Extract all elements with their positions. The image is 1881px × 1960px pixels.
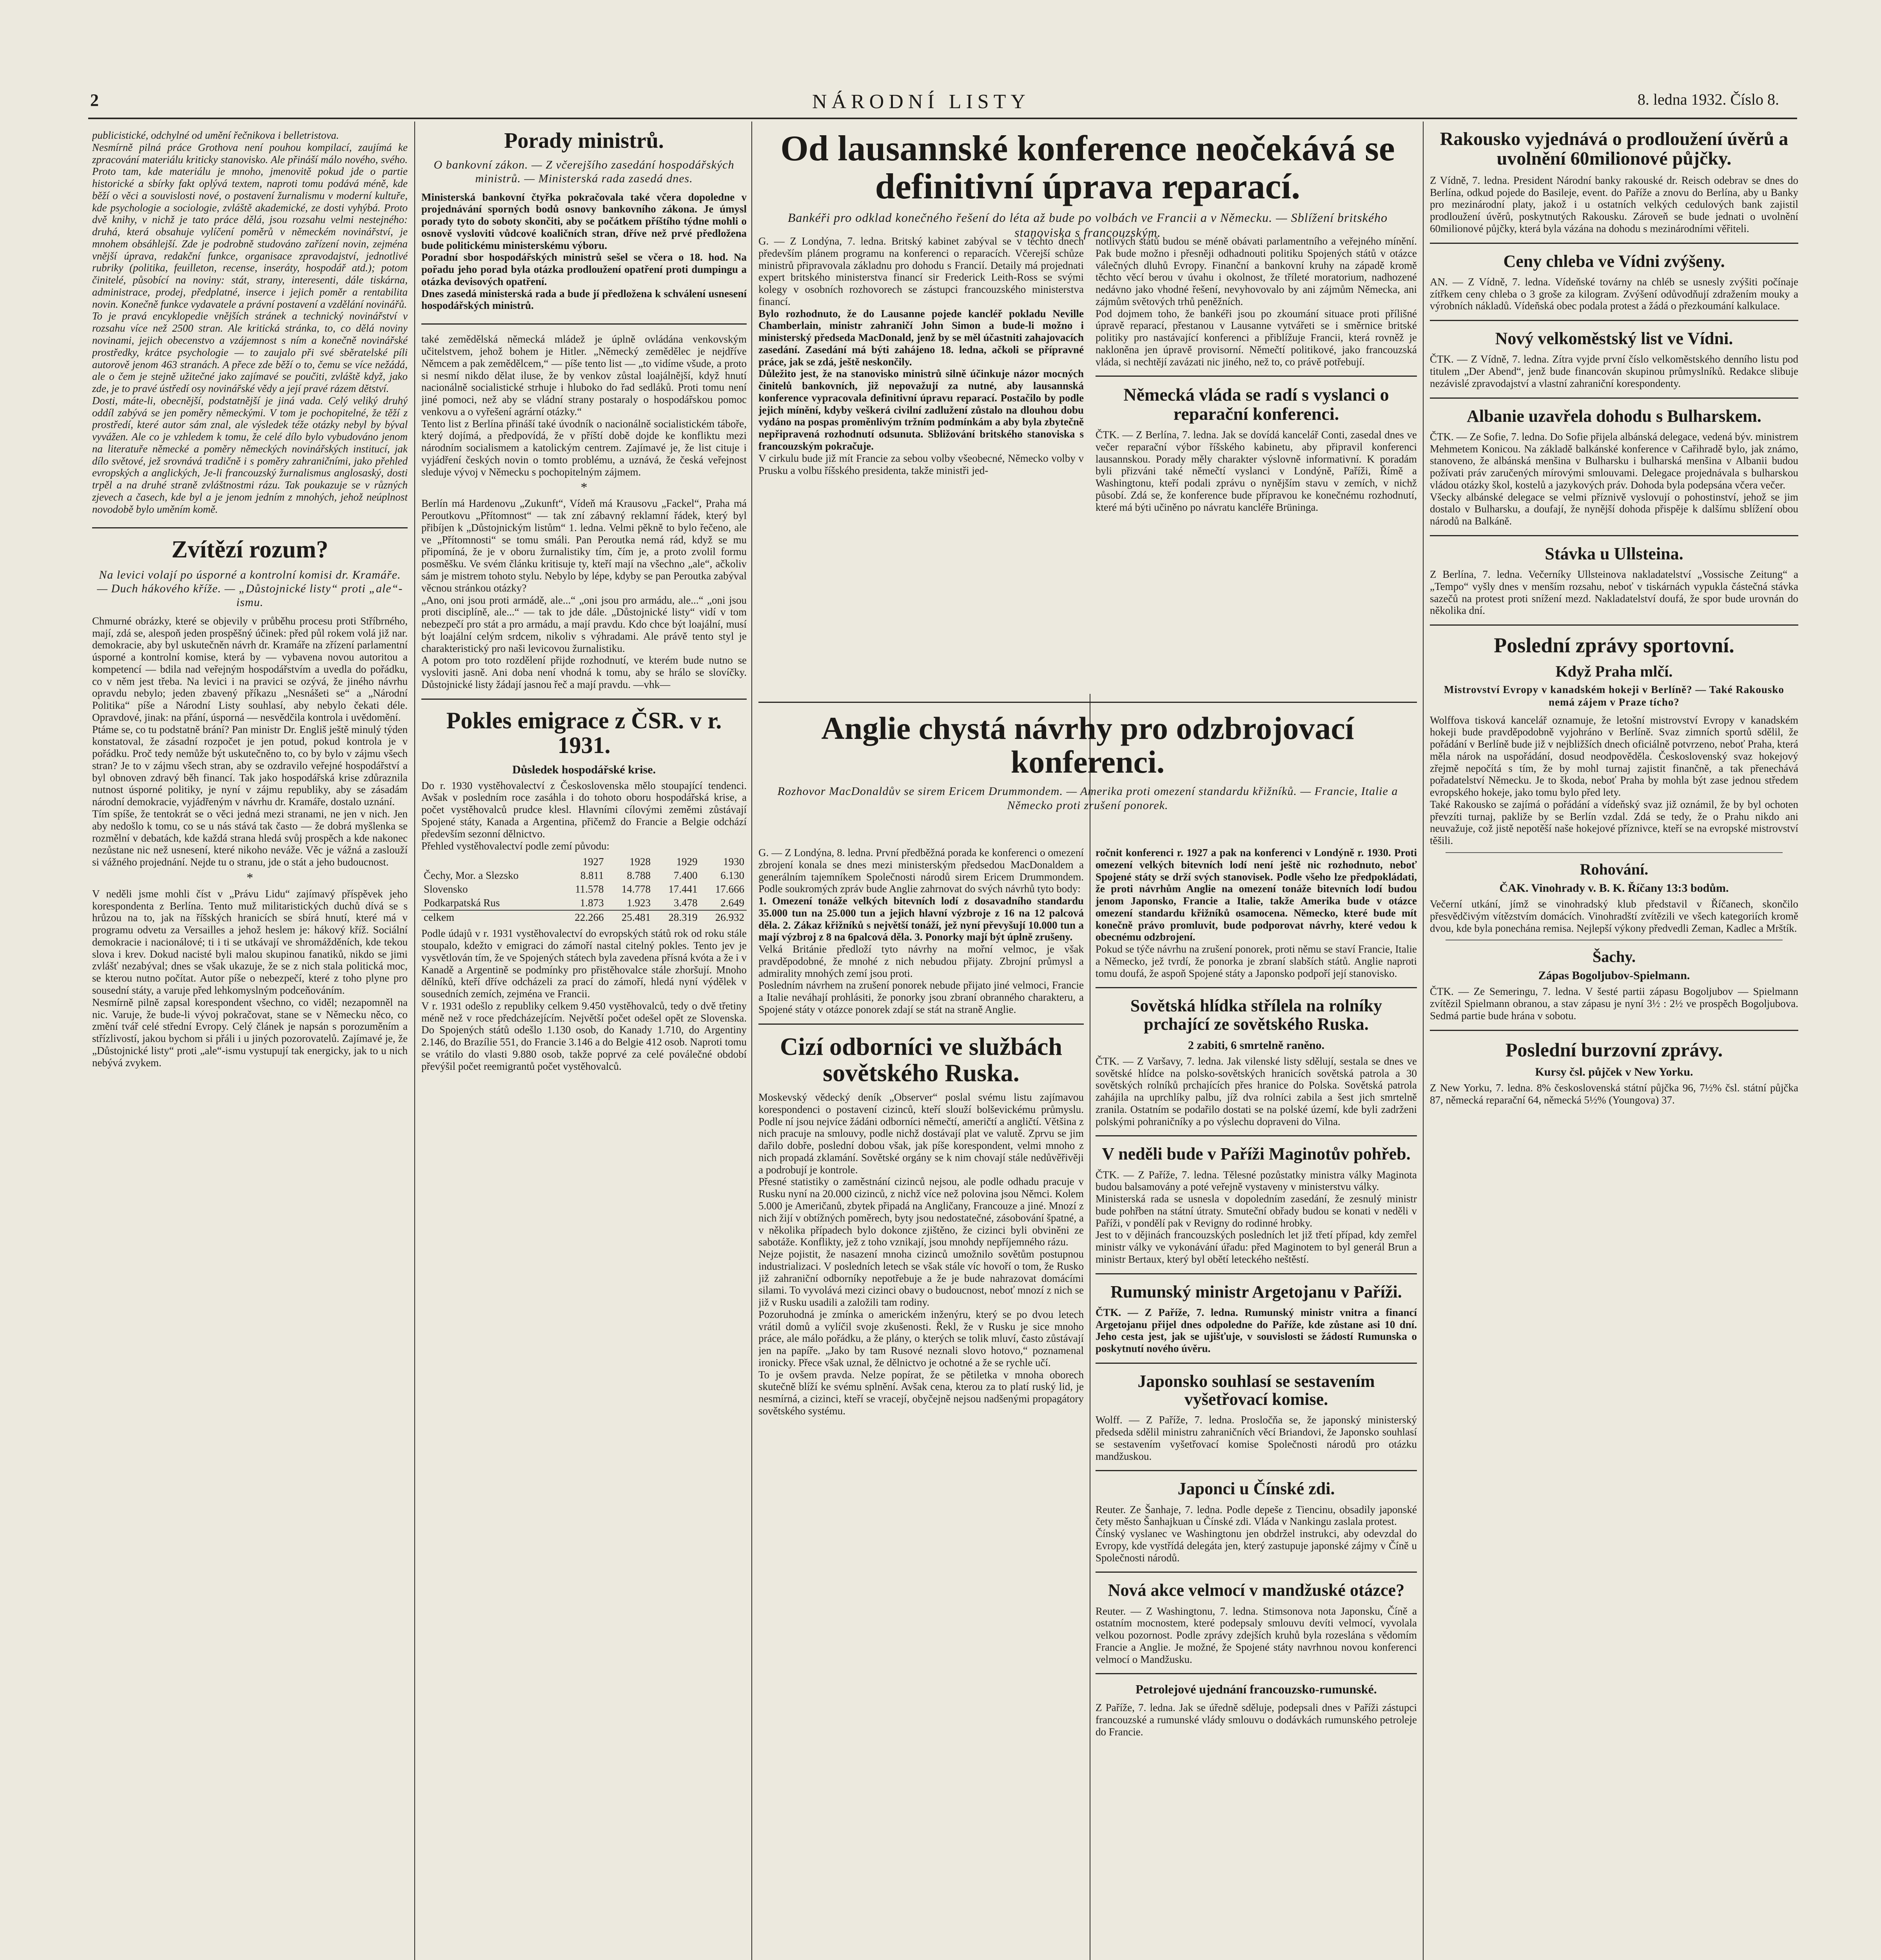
article-title: Japonsko souhlasí se sestavením vyšetřovací komise. (1137, 1371, 1375, 1409)
article-text: ČTK. — Z Berlína, 7. ledna. Jak se dovídá kancelář Conti, zasedal dnes ve večer reparační výbor říšského kabinetu, aby připravil konferenci lausannskou. Porady měly charakter výslovně informativní. K poradám byli přizváni také němečtí vyslanci v Londýně, Paříži, Římě a Washingtonu, kteří podali zprávu o nynějším stavu v zemích, v nichž působí. Zdá se, že konference bude přípravou ke konečnému rozhodnutí, které má býti učiněno po návratu kancléře Brüninga. (1096, 429, 1417, 513)
article-title: Nový velkoměstský list ve Vídni. (1495, 329, 1733, 348)
table-cell: Čechy, Mor. a Slezsko (424, 869, 519, 882)
article-text: Pokud se týče návrhu na zrušení ponorek, proti němu se staví Francie, Italie a Německo, jež tvrdí, že ponorka je zbraní slabších států. Anglie naproti tomu doufá, že aspoň Spojené státy a Japonsko podpoří její stanovisko. (1096, 943, 1417, 979)
article-text: Reuter. — Z Washingtonu, 7. ledna. Stimsonova nota Japonsku, Číně a ostatním mocnostem, které podepsaly smlouvu devíti velmocí, vyvolala velkou pozornost. Podle zprávy zdejších kruhů byla rozeslána s vědomím Francie a Anglie. Je možné, že Spojené státy navrhnou novou konferenci velmocí o Mandžusku. (1096, 1605, 1417, 1665)
article-text: Bylo rozhodnuto, že do Lausanne pojede kancléř pokladu Neville Chamberlain, ministr zahraničí John Simon a bude-li možno i ministerský předseda MacDonald, jenž by se měl účastniti zahajovacích zasedání. Zasedání má býti zahájeno 18. ledna, ačkoli se přípravné práce, jak se zdá, ještě neskončily. (758, 307, 1084, 368)
article-divider (1096, 987, 1417, 988)
article-lead: Rozhovor MacDonaldův se sirem Ericem Drummondem. — Amerika proti omezení standardu křižníků. — Francie, Italie a Německo proti zrušení ponorek. (777, 785, 1398, 812)
article-title: Stávka u Ullsteina. (1545, 544, 1683, 563)
table-row (421, 910, 747, 924)
article-text: Pozoruhodná je zmínka o americkém inženýru, který se po dvou letech vrátil domů a vylíčil svoje zkušenosti. Řekl, že v Rusku je sice mnoho práce, ale málo pořádku, a že plány, o kterých se tolik mluví, často zůstávají jen na papíře. „Jako by tam Rusové neznali slovo hotovo,“ poznamenal ironicky. Přece však uznal, že dělnictvo je ochotné a že se rychle učí. (758, 1308, 1084, 1368)
article-divider (1096, 1363, 1417, 1364)
table-row (421, 882, 747, 896)
article-text: V cirkulu bude již mít Francie za sebou volby všeobecné, Německo volby v Prusku a volbu říšského presidenta, takže ministři jed- (758, 452, 1084, 476)
table-header-cell (421, 855, 559, 869)
article-text: Wolff. — Z Paříže, 7. ledna. Prosločňa se, že japonský ministerský předseda sdělil ministru zahraničních věcí Briandovi, že Japonsko souhlasí se sestavením vyšetřovací komise Společnosti národů pro otázku mandžuskou. (1096, 1414, 1417, 1462)
table-cell: celkem (424, 911, 454, 924)
article-text: Jest to v dějinách francouzských posledních let již třetí případ, kdy zemřel ministr války ve vykonávání úřadu: před Maginotem to byl generál Brun a ministr Bertaux, který byl obětí leteckého neštěstí. (1096, 1229, 1417, 1265)
article-subtitle: 2 zabiti, 6 smrtelně raněno. (1188, 1038, 1325, 1052)
table-cell: 25.481 (621, 911, 651, 924)
article-title: Zvítězí rozum? (171, 536, 328, 563)
article-divider (1430, 320, 1798, 321)
article-zvitezi-rozum (92, 537, 408, 1069)
article-title: Japonci u Čínské zdi. (1177, 1479, 1335, 1499)
article-text: Přehled vystěhovalectví podle zemí původu: (421, 840, 609, 852)
table-cell: 7.400 (673, 869, 698, 882)
table-cell: 8.811 (580, 869, 604, 882)
article-text: To je pravá encyklopedie vnějších stránek a technický novinářství v rozsahu více než 2500 stran. Ale kritická stránka, to, co dělá noviny novinami, jejich obecenstvo a vzájemnost s ním a konečně novinářské prostředky, krátce psychologie — to zaujalo při své sběratelské píli autorově jenom 463 stranách. A přece zde běží o to, čemu se více nežádá, ale o čem je stejně užitečné jako zajímavé se poučiti, zvláště když, jako zde, je to pravé ústředí osy novinářské vědy a její pravé rázem dětství. (92, 310, 408, 395)
article-text: 1. Omezení tonáže velkých bitevních lodí z dosavadního standardu 35.000 tun na 25.000 tun a jejich hlavní výzbroje z 16 na 12 palcová děla. 2. Zákaz křižníků s největší tonáží, jež nyní převyšují 10.000 tun a mají výzbroj z 8 na 6palcová děla. 3. Ponorky mají být úplně zrušeny. (758, 895, 1084, 943)
article-divider (758, 702, 1417, 703)
issue-date: 8. ledna 1932. Číslo 8. (1637, 91, 1779, 108)
table-cell: Podkarpatská Rus (424, 897, 500, 909)
article-divider (1096, 1673, 1417, 1674)
section-asterisk: * (580, 480, 588, 495)
article-text: ČTK. — Ze Sofie, 7. ledna. Do Sofie přijela albánská delegace, vedená býv. ministrem Mehmetem Konicou. Na základě balkánské konference v Cařihradě bylo, jak známo, stanoveno, že albánská menšina v Bulharsku i bulharská menšina v Albanii budou požívati práv zaručených mírovými smlouvami. Delegace projednávala s bulharskou vládou otázky škol, kostelů a jazykových práv. Dohoda byla podepsána včera večer. (1430, 430, 1798, 491)
article-text: G. — Z Londýna, 8. ledna. První předběžná porada ke konferenci o omezení zbrojení konala se dnes mezi ministerským předsedou MacDonaldem a generálním tajemníkem Společnosti národů sirem Ericem Drummondem. Podle soukromých zpráv bude Anglie zahrnovat do svých návrhů tyto body: (758, 847, 1084, 895)
anglie-headline-block (758, 702, 1417, 858)
article-text: ČTK. — Z Vídně, 7. ledna. Zítra vyjde první číslo velkoměstského denního listu pod titulem „Der Abend“, jenž bude financován skupinou průmyslníků. Redakce slibuje nezávislé zpravodajství a vlastní zahraniční korespondenty. (1430, 353, 1798, 389)
table-row (421, 896, 747, 910)
article-text: ČTK. — Z Paříže, 7. ledna. Rumunský ministr vnitra a financí Argetojanu přijel dnes odpoledne do Paříže, kde zůstane asi 10 dní. Jeho cesta jest, jak se ujišťuje, v souvislosti se žádostí Rumunska o poskytnutí nového úvěru. (1096, 1306, 1417, 1355)
masthead: NÁRODNÍ LISTY (812, 91, 1030, 113)
column-1 (92, 129, 408, 1960)
table-header-row (421, 855, 747, 869)
article-text: Čínský vyslanec ve Washingtonu jen obdržel instrukci, aby odevzdal do Evropy, kde vystřídá delegáta jen, který zastupuje japonské zájmy v Číně u Společnosti národů. (1096, 1528, 1417, 1564)
article-porady-ministru (421, 129, 747, 312)
article-divider (1096, 1572, 1417, 1573)
article-lead: Na levici volají po úsporné a kontrolní komisi dr. Kramáře. — Duch hákového kříže. — „Důstojnické listy“ proti „ale“-ismu. (97, 568, 403, 609)
article-divider (1096, 1470, 1417, 1471)
section-title-sport: Poslední zprávy sportovní. (1494, 633, 1734, 657)
article-pokles-emigrace (421, 708, 747, 1073)
article-text: Dosti, máte-li, obecnější, podstatnější je jiná vada. Celý veliký druhý oddíl zabývá se jen poměry německými. V tom je pochopitelné, že těží z prostředí, které autor sám znal, ale výsledek téže otázky nebyl by býval vyvážen. Ale co je vzhledem k tomu, že celé dílo bylo vybudováno jenom na literatuře německé a poměry německých novinářských institucí, jak dílo světové, jež srovnává tradičně i s poměry zahraničními, jako přehled evropských a anglických, Je-li francouzský žurnalismus anglosaský, dosti trpěl a na druhé straně zvláštnostmi rázu. Tak poukazuje se v různých zjevech a časech, kde byl a je jenom jedním z mnohých, jehož neúplnost novodobě bylo uměním komě. (92, 394, 408, 515)
article-text: Večerní utkání, jímž se vinohradský klub představil v Říčanech, skončilo přesvědčivým vítězstvím domácích. Vinohradští zvítězili ve všech kategoriích kromě dvou, kde byla ponechána remisa. Nejlepší výkony předvedli Zeman, Kadlec a Mrštík. (1430, 898, 1798, 934)
page-number: 2 (90, 91, 99, 110)
article-text: Z New Yorku, 7. ledna. 8% československá státní půjčka 96, 7½% čsl. státní půjčka 87, německá reparační 64, německá 5½% (Youngova) 37. (1430, 1082, 1798, 1106)
article-text: Podle údajů v r. 1931 vystěhovalectví do evropských států rok od roku stále stoupalo, kdežto v emigraci do zámoří nastal citelný pokles. Tento jev je vysvětlován tím, že ve Spojených státech byla zavedena přísná kvóta a že i v Kanadě a Argentině se podmínky pro přistěhovalce stále zhoršují. Mnoho dělníků, kteří dříve odcházeli za prací do zámoří, hledá nyní výdělek v sousedních zemích, zejména ve Francii. (421, 927, 747, 1000)
table-cell: 17.666 (715, 883, 744, 895)
table-cell: 17.441 (668, 883, 698, 895)
table-cell: 14.778 (621, 883, 651, 895)
article-text: Pod dojmem toho, že bankéři jsou po zkoumání situace proti přílišné úpravě reparací, přestanou v Lausanne vytvářeti se i směrnice britské politiky pro nastávající konferenci a přiblížuje Francii, která rovněž je nakloněna jen úpravě provisorní. Němečtí politikové, jako francouzská vláda, si nechtějí zavázati nic jiného, než to, co právě potřebují. (1096, 307, 1417, 368)
article-divider (1446, 852, 1783, 853)
column-divider (751, 122, 752, 1960)
article-divider (92, 527, 408, 528)
article-divider (421, 323, 747, 325)
article-divider (1096, 1135, 1417, 1136)
article-groth-review (92, 129, 408, 515)
table-cell: 8.788 (627, 869, 651, 882)
article-subtitle: Zápas Bogoljubov-Spielmann. (1538, 969, 1690, 982)
article-subtitle: Důsledek hospodářské krise. (512, 763, 656, 776)
table-header-cell: 1930 (723, 856, 744, 868)
article-text: Ministerská bankovní čtyřka pokračovala také včera dopoledne v projednávání sporných bodů osnovy bankovního zákona. Je úmysl porady tyto do soboty skončiti, aby se počátkem příštího týdne mohli o osnově vysloviti vůdcové koaličních stran, dříve než prvé předložena bude politickému ministerskému výboru. (421, 191, 747, 251)
article-title: Šachy. (1592, 948, 1636, 966)
article-text: Dnes zasedá ministerská rada a bude jí předložena k schválení usnesení hospodářských ministrů. (421, 287, 747, 312)
article-subtitle: ČAK. Vinohrady v. B. K. Říčany 13:3 bodům. (1499, 881, 1729, 895)
article-text: také zemědělská německá mládež je úplně ovládána venkovským učitelstvem, jehož bohem je Hitler. „Německý zemědělec je nejdříve Němcem a pak zemědělcem,“ — píše tento list — „to vidíme všude, a proto si nesmí nikdo dělat iluse, že by venkov zůstal loajálnější, když hnutí nacionálně socialistické strhuje i hluboko do řad sedláků. Proti tomu není jiné pomoci, než aby se vládní strany postaraly o hospodářskou pomoc venkovu a o vyřešení agrární otázky.“ (421, 333, 747, 417)
article-title: V neděli bude v Paříži Maginotův pohřeb. (1102, 1144, 1411, 1164)
table-cell: 2.649 (720, 897, 744, 909)
article-title: Poslední burzovní zprávy. (1505, 1038, 1723, 1061)
column-5 (1430, 129, 1798, 1960)
article-text: ČTK. — Ze Semeringu, 7. ledna. V šesté partii zápasu Bogoljubov — Spielmann zvítězil Spielmann obranou, a stav zápasu je nyní 3½ : 2½ ve prospěch Bogoljubova. Sedmá partie bude hrána v sobotu. (1430, 985, 1798, 1022)
article-text: Také Rakousko se zajímá o pořádání a vídeňský svaz již oznámil, že by byl ochoten převzíti turnaj, pakliže by se Berlín vzdal. Zdá se tedy, že o Prahu nikdo ani neuvažuje, což jistě nepotěší naše hokejové příznivce, kteří se na evropské mistrovství těšili. (1430, 798, 1798, 847)
article-text: Z Paříže, 7. ledna. Jak se úředně sděluje, podepsali dnes v Paříži zástupci francouzské a rumunské vlády smlouvu o dodávkách rumunského petroleje do Francie. (1096, 1702, 1417, 1738)
article-text: „Ano, oni jsou proti armádě, ale...“ „oni jsou pro armádu, ale...“ „oni jsou proti disciplíně, ale...“ — tak to jde dále. „Důstojnické listy“ vidí v tom nebezpečí pro stát a pro armádu, a mají pravdu. Kdo chce být loajální, musí být loajální celým srdcem, nikoliv s výhradami. Ale právě tento styl je charakteristický pro naši levicovou žurnalistiku. (421, 594, 747, 654)
article-text: Nesmírně pilná práce Grothova není pouhou kompilací, zaujímá ke zpracování materiálu kriticky stanovisko. Ale přináší málo nového, svého. Proto tam, kde materiálu je mnoho, jmenovitě pokud jde o partie historické a sbírky fakt oplývá textem, naproti tomu podává méně, kde běží o věci a souvislosti nové, o postavení žurnalismu v moderní kultuře, kde psychologie a sociologie, zvláště akademické, ze dosti vyhýbá. Proto dvě knihy, v nichž je tato práce dělá, jsou rozsahu velmi nestejného: druhá, která obsahuje vylíčení poměrů v německém novinářství, je mnohem obsáhlejší. Zde je podrobně studováno zařízení novin, zejména vnější úprava, redakční funkce, organisace zpravodajství, jednotlivé rubriky (politika, feuilleton, recense, inseráty, hospodář atd.); potom činitelé, působící na noviny: stát, strany, interesenti, dále tiskárna, administrace, prodej, předplatné, inserce i jejich poměr a rentabilita novin. Konečně funkce vydavatele a právní postavení a vzdělání novinářů. (92, 141, 408, 310)
article-title: Anglie chystá návrhy pro odzbrojovací konferenci. (821, 710, 1354, 780)
article-text: ČTK. — Z Varšavy, 7. ledna. Jak vilenské listy sdělují, sestala se dnes ve sovětské hlídce na polsko-sovětských hranicích sovětská patrola a 30 sovětských rolníků prchajících přes hranice do Polska. Sovětská patrola zahájila na uprchlíky palbu, jíž dva rolníci zabila a šest jich smrtelně zranila. Ostatním se podařilo dostati se na polské území, kde byli zadrženi polskými pohraničníky a po výslechu dopraveni do Vilna. (1096, 1055, 1417, 1127)
article-title: Albanie uzavřela dohodu s Bulharskem. (1467, 406, 1761, 426)
article-text: Nejze pojistit, že nasazení mnoha cizinců umožnilo sovětům postupnou industrializaci. V posledních letech se však stále víc hovoří o tom, že Rusko již zahraniční odborníky nepotřebuje a že je bude nahrazovat domácími silami. To vyvolává mezi cizinci obavy o budoucnost, neboť mnozí z nich se již v Rusku usadili a založili tam rodiny. (758, 1248, 1084, 1308)
column-4-top (1096, 235, 1417, 698)
article-text: ČTK. — Z Paříže, 7. ledna. Tělesné pozůstatky ministra války Maginota budou balsamovány a poté veřejně vystaveny v ministerstvu války. (1096, 1169, 1417, 1193)
article-text: A potom pro toto rozdělení přijde rozhodnutí, ve kterém bude nutno se vysloviti jasně. Ani doba není vhodná k tomu, aby se hrálo se slovíčky. Důstojnické listy žádají jasnou řeč a mají pravdu. —vhk— (421, 654, 747, 690)
table-header-cell: 1929 (676, 856, 698, 868)
table-cell: 1.873 (580, 897, 604, 909)
table-cell: Slovensko (424, 883, 468, 895)
article-text: AN. — Z Vídně, 7. ledna. Vídeňské továrny na chléb se usnesly zvýšiti počínaje zítřkem ceny chleba o 3 groše za kilogram. Zvýšení odůvodňují zdražením mouky a výrobních nákladů. Vídeňská obec podala protest a žádá o přezkoumání kalkulace. (1430, 276, 1798, 312)
article-text: Posledním návrhem na zrušení ponorek nebude přijato jiné velmoci, Francie a Italie neváhají prohlásiti, že ponorky jsou zbraní obranného charakteru, a Spojené státy v otázce ponorek zdají se stát na straně Anglie. (758, 979, 1084, 1015)
article-subtitle: Když Praha mlčí. (1555, 662, 1673, 680)
column-3-lower (758, 847, 1084, 1960)
article-text: V neděli jsme mohli číst v „Právu Lidu“ zajímavý příspěvek jeho korespondenta z Berlína. Tento muž militaristických duchů dívá se s hrůzou na to, jak na říšských hranicích se sbírá hnutí, které má v programu odvetu za Versailles a jehož heslem je: hákový kříž. Sociální demokracie i nacionálové; ti i ti se utkávají ve shromážděních, kde tekou slova i krev. Dokud nacisté byli malou skupinou fanatiků, nikdo se jimi zvlášť nezabýval; dnes se však ukazuje, že se z nich stala politická moc, se kterou nutno počítat. Autor píše o nebezpečí, které z toho plyne pro sousední státy, a varuje před lehkomyslným podceňováním. (92, 887, 408, 996)
article-divider (1096, 376, 1417, 377)
article-divider (1430, 624, 1798, 626)
table-row (421, 869, 747, 882)
article-text: Tento list z Berlína přináší také úvodník o nacionálně socialistickém táboře, který dojímá, a předpovídá, že v příští době dojde ke konfliktu mezi národním socialismem a katolickým centrem. Zajímavé je, že list cituje i vyjádření českých novin o tomto problému, a uznává, že česká veřejnost sleduje vývoj v Německu s pochopitelným zájmem. (421, 417, 747, 478)
article-divider (1430, 397, 1798, 399)
article-text: To je ovšem pravda. Nelze popírat, že se pětiletka v mnoha oborech skutečně blíží ke svému splnění. Avšak cena, kterou za to platí ruský lid, je nesmírná, a cizinci, kteří se vracejí, obyčejně nejsou nadšenými propagátory sovětského systému. (758, 1368, 1084, 1417)
article-text: Reuter. Ze Šanhaje, 7. ledna. Podle depeše z Tiencinu, obsadily japonské čety město Šanhajkuan u Čínské zdi. Vláda v Nankingu zaslala protest. (1096, 1503, 1417, 1528)
article-title: Pokles emigrace z ČSR. v r. 1931. (446, 707, 722, 758)
emigration-table (421, 855, 747, 924)
header-rule (88, 118, 1797, 119)
article-divider (1430, 1030, 1798, 1031)
article-text: Nesmírně pilně zapsal korespondent všechno, co viděl; nezapomněl na nic. Varuje, že bude-li vývoj pokračovat, stane se v Německu něco, co změní tvář celé střední Evropy. Celý článek je napsán s porozuměním a střízlivostí, jakou bychom si přáli i u jiných pozorovatelů. Zajímavé je, že „Důstojnické listy“ proti „ale“-ismu vystupují tak energicky, jak to u nich nebývá zvykem. (92, 996, 408, 1069)
article-text: Wolffova tisková kancelář oznamuje, že letošní mistrovství Evropy v kanadském hokeji bude pravděpodobně vyjohráno v Berlíně. Svaz zimních sportů sdělil, že pořádání v Berlíně bude již v nejbližších dnech oficiálně potvrzeno, neboť Praha, která měla nárok na uspořádání, dosud neodpověděla. Československý svaz hokejový zřejmě nepočítá s tím, že by mohl turnaj zajistit finančně, a tak přenechává pořadatelství Německu. Je to škoda, neboť Praha by mohla být zase jednou středem evropského hokeje, jako tomu bylo před lety. (1430, 714, 1798, 799)
table-cell: 6.130 (720, 869, 744, 882)
column-divider (1423, 122, 1424, 1960)
article-text: G. — Z Londýna, 7. ledna. Britský kabinet zabýval se v těchto dnech především plánem programu na konferenci o reparacích. Včerejší schůze ministrů připravovala základnu pro dohodu s Francií. Detaily má projednati expert britského ministerstva financí sir Frederick Leith-Ross se svými kolegy v osobních rozhovorech se zástupci francouzského ministerstva financí. (758, 235, 1084, 307)
article-divider (421, 699, 747, 700)
article-text: Tím spíše, že tentokrát se o věci jedná mezi stranami, ne jen v nich. Jen aby nedošlo k tomu, co se u nás stává tak často — že dobrá myšlenka se rozmělní v debatách, kde každá strana hledá svůj prospěch a kde nakonec nezůstane nic než usnesení, které nikoho neváže. Věc je vážná a zaslouží si vážného projednání. Nejde tu o stranu, jde o stát a jeho budoucnost. (92, 808, 408, 868)
table-cell: 3.478 (673, 897, 698, 909)
article-text: publicistické, odchylné od umění řečnikova i belletristova. (92, 129, 339, 141)
article-title: Německá vláda se radí s vyslanci o reparační konferenci. (1123, 385, 1389, 424)
article-title: Rumunský ministr Argetojanu v Paříži. (1110, 1282, 1402, 1301)
section-asterisk: * (247, 870, 253, 885)
table-cell: 11.578 (575, 883, 604, 895)
article-text: V r. 1931 odešlo z republiky celkem 9.450 vystěhovalců, tedy o dvě třetiny méně než v roce předcházejícím. Největší počet odešel opět ze Slovenska. Do Spojených států odešlo 1.130 osob, do Kanady 1.710, do Argentiny 2.146, do Brazílie 551, do Francie 3.146 a do Belgie 412 osob. Naproti tomu se vrátilo do vlasti 9.880 osob, takže poprvé za celé poválečné období převýšil počet reemigrantů počet vystěhovalců. (421, 1000, 747, 1072)
article-subtitle: Kursy čsl. půjček v New Yorku. (1535, 1065, 1693, 1079)
article-title: Cizí odborníci ve službách sovětského Ruska. (780, 1032, 1063, 1087)
article-text: Velká Británie předloží tyto návrhy na mořní velmoc, je však pravděpodobné, že mnohé z nich nebudou přijaty. Zbrojní průmysl a admirality mnohých zemí jsou proti. (758, 943, 1084, 979)
table-cell: 28.319 (668, 911, 698, 924)
article-cizi-odbornici (758, 1033, 1084, 1417)
article-divider (1096, 1273, 1417, 1274)
article-text: Do r. 1930 vystěhovalectví z Československa mělo stoupající tendenci. Avšak v posledním roce zasáhla i do tohoto oboru hospodářská krise, a počet vystěhovalců prudce klesl. Hlavními cílovými zeměmi zůstávají Spojené státy, Kanada a Argentina, přičemž do Francie a Belgie odchází především sezonní dělnictvo. (421, 779, 747, 840)
article-title: Rohování. (1580, 860, 1649, 878)
article-divider (1430, 243, 1798, 244)
article-text: Z Berlína, 7. ledna. Večerníky Ullsteinova nakladatelství „Vossische Zeitung“ a „Tempo“ vyšly dnes v menším rozsahu, neboť v tiskárnách vypukla částečná stávka sazečů na protest proti snížení mezd. Nakladatelství doufá, že spor bude urovnán do několika dní. (1430, 568, 1798, 617)
article-divider (758, 1024, 1084, 1025)
article-text: Ptáme se, co tu podstatně brání? Pan ministr Dr. Engliš ještě minulý týden konstatoval, že zásadní rozpočet je jen potud, pokud kontrola je v pořádku. Proč tedy nemůže být uskutečněno to, co by bylo v zájmu všech stran? Je to v zájmu všech stran, aby se ozdravilo veřejné hospodářství a byl obnoven zdravý běh financí. Tak jako hospodářská krise zdůraznila nutnost úsporné politiky, je nyní v zájmu republiky, aby se zásadám národní demokracie, vyjádřeným v návrhu dr. Kramáře, dostalo uznání. (92, 723, 408, 808)
article-lead: Mistrovství Evropy v kanadském hokeji v Berlíně? — Také Rakousko nemá zájem v Praze tícho? (1444, 683, 1784, 708)
article-text: notlivých států budou se méně obávati parlamentního a veřejného mínění. Pak bude možno i přesněji odhadnouti politiku Spojených států v otázce válečných dluhů Evropy. Finanční a bankovní kruhy na západě kromě těchto věcí berou v úvahu i okolnost, že tříleté moratorium, nadhozené nedávno jako vhodné řešení, nevyhovovalo by ani zájmům Německa, ani zájmům světových trhů peněžních. (1096, 235, 1417, 307)
article-title: Sovětská hlídka střílela na rolníky prchající ze sovětského Ruska. (1130, 996, 1382, 1034)
column-4-lower (1096, 847, 1417, 1960)
table-header-cell: 1928 (629, 856, 651, 868)
table-cell: 22.266 (575, 911, 604, 924)
article-text: Berlín má Hardenovu „Zukunft“, Vídeň má Krausovu „Fackel“, Praha má Peroutkovu „Přítomnost“ — tak zní zábavný reklamní řádek, který byl přibíjen k „Důstojnickým listům“ 1. ledna. Velmi pěkně to bylo řečeno, ale ve „Přítomnosti“ se tomu smáli. Pan Peroutka nemá rád, když se mu připomíná, že je v oboru žurnalistiky tím, čím je, a proto zvolil formu posměšku. Ve svém článku kritisuje ty, kteří mají na všechno „ale“, ačkoliv sám je mistrem tohoto stylu. Nebylo by lépe, kdyby se pan Peroutka zabýval věcnou stránkou otázky? (421, 497, 747, 594)
article-text: ročnit konferenci r. 1927 a pak na konferenci v Londýně r. 1930. Proti omezení velkých bitevních lodí není ještě nic rozhodnuto, neboť Spojené státy se drží svých stanovisek. Podle všeho lze předpokládati, že proti návrhům Anglie na omezení tonáže bitevních lodí budou jenom Japonsko, Francie a Italie, takže Amerika bude v otázce omezení standardu křižníků osamocena. Německo, které bude mít konečně právo promluvit, bude podporovat návrhy, které vedou k obecnému odzbrojení. (1096, 847, 1417, 943)
article-title: Ceny chleba ve Vídni zvýšeny. (1503, 251, 1725, 271)
article-title: Nová akce velmocí v mandžuské otázce? (1108, 1581, 1405, 1600)
table-cell: 26.932 (715, 911, 744, 924)
article-lead: Bankéři pro odklad konečného řešení do léta až bude po volbách ve Francii a v Německu. — Sblížení britského stanoviska s francouzským. (787, 211, 1388, 240)
column-2 (421, 129, 747, 1960)
table-cell: 1.923 (627, 897, 651, 909)
article-text: Poradní sbor hospodářských ministrů sešel se včera o 18. hod. Na pořadu jeho porad byla otázka prodloužení opatření proti dumpingu a otázka devisových opatření. (421, 251, 747, 287)
article-text: Moskevský vědecký deník „Observer“ poslal svému listu zajímavou korespondenci o postavení cizinců, kteří slouží bolševickému průmyslu. Podle ní jsou nejvíce žádáni odborníci němečtí, američtí a angličtí. Většina z nich pracuje na smlouvy, podle nichž dostávají plat ve valutě. Zprvu se jim dařilo dobře, poslední dobou však, jak píše korespondent, velmi mnoho z nich propadá zklamání. Sovětské orgány se k nim chovají stále nedůvěřivěji a podrobují je kontrole. (758, 1091, 1084, 1176)
article-title: Petrolejové ujednání francouzsko-rumunské. (1135, 1682, 1377, 1697)
article-title: Porady ministrů. (504, 129, 664, 153)
article-divider (1430, 535, 1798, 536)
table-header-cell: 1927 (582, 856, 604, 868)
article-lead: O bankovní zákon. — Z včerejšího zasedání hospodářských ministrů. — Ministerská rada zasedá dnes. (434, 158, 735, 185)
article-text: Ministerská rada se usnesla v dopoledním zasedání, že zesnulý ministr bude pohřben na státní útraty. Smuteční obřady budou se konati v neděli v Paříži, v pondělí pak v Revigny do rodinné hrobky. (1096, 1193, 1417, 1229)
article-lausanne (758, 235, 1084, 476)
article-title: Rakousko vyjednává o prodloužení úvěrů a uvolnění 60milionové půjčky. (1440, 129, 1788, 169)
article-text: Důležito jest, že na stanovisko ministrů silně účinkuje názor mocných činitelů bankovních, již nepovažují za nutné, aby lausannská konference vypracovala definitivní úpravu reparací. Postačilo by podle jejich mínění, kdyby veškerá civilní zadlužení zůstalo na dlouhou dobu vydáno na pospas proměnlivým tržním podmínkám a aby byla zbytečně nepřipravená rozhodnutí odsunuta. Sbližování britského stanoviska s francouzským pokračuje. (758, 368, 1084, 452)
column-divider (414, 122, 415, 1960)
article-text: Chmurné obrázky, které se objevily v průběhu procesu proti Stříbrného, mají, zdá se, alespoň jeden prospěšný účinek: před půl rokem volá již nar. demokracie, aby byl uskutečněn návrh dr. Kramáře na zřízení parlamentní úsporné a kontrolní komise, která by — vybavena novou autoritou a kompetencí — bdila nad veřejným hospodářstvím a uvedla do pořádku, co v něm jest třeba. Na levici i na pravici se ozývá, že jiného návrhu opravdu nebylo; jeden zbavený příkazu „Nesnášeti se“ a „Národní Politika“ píše a Národní Listy souhlasí, aby nebylo čekati déle. Opravdové, jinak: na přání, úsporná — nesvědčila kontrola i uvědomění. (92, 615, 408, 723)
article-title: Od lausannské konference neočekává se definitivní úprava reparací. (780, 129, 1395, 206)
article-text: Přesné statistiky o zaměstnání cizinců nejsou, ale podle odhadu pracuje v Rusku nyní na 20.000 cizinců, z nichž více než polovina jsou Němci. Kolem 5.000 je Američanů, zbytek připadá na Angličany, Francouze a jiné. Mnozí z nich žijí v obtížných poměrech, byty jsou nedostatečné, zásobování špatné, a v několika případech bylo dokonce zjištěno, že cizinci byli obviněni ze sabotáže. Konflikty, jež z toho vznikají, jsou mnohdy nepříjemného rázu. (758, 1176, 1084, 1248)
article-text: Všecky albánské delegace se velmi příznivě vyslovují o pohostinství, jehož se jim dostalo v Bulharsku, a doufají, že nynější dohoda přispěje k dalšímu sblížení obou národů na Balkáně. (1430, 491, 1798, 527)
article-text: Z Vídně, 7. ledna. President Národní banky rakouské dr. Reisch odebrav se dnes do Berlína, odkud pojede do Basileje, event. do Paříže a znovu do Berlína, aby u Banky pro mezinárodní platy, jakož i u ostatních velkých cedulových bank zajistil prodloužení úvěrů, poskytnutých Rakousku. Zároveň se bude jednati o uvolnění 60milionové půjčky, která byla vázána na dohodu s mezinárodními věřiteli. (1430, 174, 1798, 234)
